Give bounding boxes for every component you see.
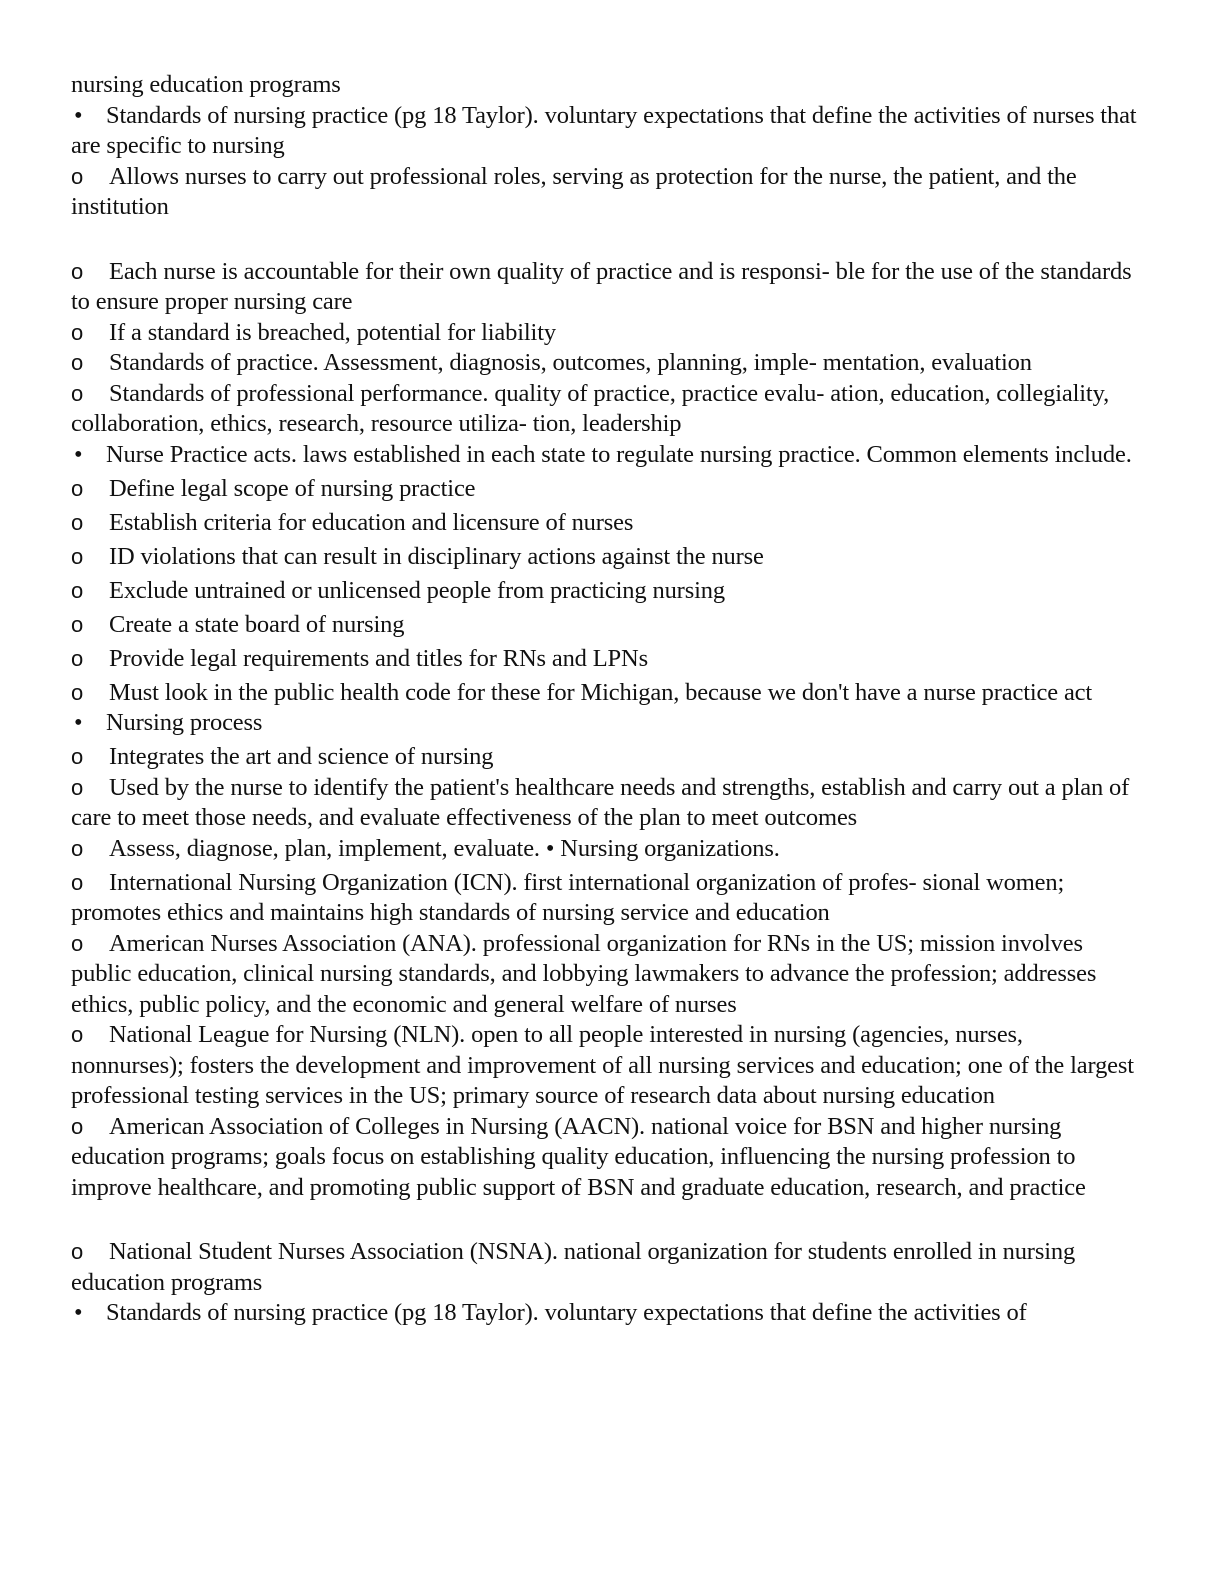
sub-item: [71, 379, 1141, 440]
bullet-marker: •: [74, 101, 83, 129]
sub-item: [71, 542, 1141, 573]
sub-item: [71, 868, 1141, 929]
bullet-marker: •: [74, 1299, 83, 1326]
sub-text: Define legal scope of nursing practice: [109, 474, 476, 502]
sub-marker: o: [71, 543, 84, 569]
sub-marker: o: [71, 350, 84, 375]
sub-marker: o: [71, 1022, 84, 1047]
sub-text: Establish criteria for education and licensure of nurses: [109, 508, 634, 536]
sub-item: [71, 162, 1141, 223]
bullet-marker: •: [74, 440, 83, 468]
sub-marker: o: [71, 475, 84, 501]
sub-text: Assess, diagnose, plan, implement, evaluate. • Nursing organizations.: [109, 834, 780, 862]
sub-item: [71, 1020, 1141, 1112]
bullet-item: [71, 708, 1141, 739]
bullet-text: Standards of nursing practice (pg 18 Taylor). voluntary expectations that define the activities of: [106, 1299, 1027, 1326]
document-page: [71, 70, 1141, 1329]
sub-text: Exclude untrained or unlicensed people from practicing nursing: [109, 576, 725, 604]
sub-item: [71, 610, 1141, 641]
sub-item: [71, 742, 1141, 773]
sub-item: [71, 474, 1141, 505]
sub-marker: o: [71, 645, 84, 671]
sub-item: [71, 1237, 1141, 1298]
bullet-text: Nurse Practice acts. laws established in each state to regulate nursing practice. Common elements include.: [106, 440, 1132, 468]
sub-text: Create a state board of nursing: [109, 610, 405, 638]
sub-marker: o: [71, 163, 84, 189]
sub-text: American Nurses Association (ANA). professional organization for RNs in the US; mission involves public education, clinical nursing standards, and lobbying lawmakers to advance the profession; addresses ethics, public policy, and the economic and general welfare of nurses: [71, 929, 1097, 1018]
bullet-marker: •: [74, 709, 83, 736]
sub-text: If a standard is breached, potential for liability: [109, 318, 556, 346]
sub-marker: o: [71, 744, 84, 769]
sub-text: ID violations that can result in disciplinary actions against the nurse: [109, 542, 764, 570]
sub-marker: o: [71, 679, 84, 705]
sub-item: [71, 834, 1141, 865]
bullet-item: [71, 101, 1141, 162]
sub-text: Standards of practice. Assessment, diagnosis, outcomes, planning, imple- mentation, evaluation: [109, 349, 1032, 376]
sub-text: Must look in the public health code for these for Michigan, because we don't have a nurse practice act: [109, 678, 1093, 706]
sub-text: Used by the nurse to identify the patient's healthcare needs and strengths, establish and carry out a plan of care to meet those needs, and evaluate effectiveness of the plan to meet outcomes: [71, 773, 1130, 831]
sub-marker: o: [71, 258, 84, 284]
sub-text: Integrates the art and science of nursing: [109, 743, 494, 770]
bullet-item: [71, 440, 1141, 471]
sub-item: [71, 576, 1141, 607]
sub-text: American Association of Colleges in Nursing (AACN). national voice for BSN and higher nursing education programs; goals focus on establishing quality education, influencing the nursing profession to improve healthcare, and promoting public support of BSN and graduate education, research, and practice: [71, 1112, 1086, 1201]
sub-item: [71, 318, 1141, 349]
sub-text: National Student Nurses Association (NSNA). national organization for students enrolled in nursing education programs: [71, 1238, 1076, 1296]
sub-marker: o: [71, 1113, 84, 1139]
sub-marker: o: [71, 611, 84, 637]
sub-item: [71, 1112, 1141, 1204]
sub-item: [71, 257, 1141, 318]
sub-text: Allows nurses to carry out professional roles, serving as protection for the nurse, the patient, and the institution: [71, 162, 1077, 220]
sub-text: National League for Nursing (NLN). open to all people interested in nursing (agencies, nurses, nonnurses); fosters the development and improvement of all nursing services and education; one of the largest professional testing services in the US; primary source of research data about nursing education: [71, 1021, 1134, 1109]
sub-marker: o: [71, 319, 84, 345]
sub-item: [71, 644, 1141, 675]
sub-marker: o: [71, 1239, 84, 1264]
sub-marker: o: [71, 577, 84, 603]
sub-text: Standards of professional performance. quality of practice, practice evalu- ation, education, collegiality, collaboration, ethics, research, resource utiliza- tion, leadership: [71, 379, 1110, 437]
sub-marker: o: [71, 380, 84, 406]
sub-item: [71, 773, 1141, 834]
bullet-text: Nursing process: [106, 709, 263, 736]
bullet-item: [71, 1298, 1141, 1329]
line-text: nursing education programs: [71, 71, 341, 98]
sub-item: [71, 678, 1141, 709]
text-line: [71, 70, 1141, 101]
sub-text: Each nurse is accountable for their own quality of practice and is responsi- ble for the use of the standards to ensure proper nursing care: [71, 257, 1132, 315]
sub-item: [71, 508, 1141, 539]
sub-marker: o: [71, 509, 84, 535]
sub-text: Provide legal requirements and titles for RNs and LPNs: [109, 644, 648, 672]
sub-marker: o: [71, 835, 84, 861]
sub-marker: o: [71, 869, 84, 895]
sub-item: [71, 929, 1141, 1021]
sub-text: International Nursing Organization (ICN). first international organization of profes- sional women; promotes ethics and maintains high standards of nursing service and education: [71, 868, 1065, 926]
sub-marker: o: [71, 774, 84, 800]
bullet-text: Standards of nursing practice (pg 18 Taylor). voluntary expectations that define the activities of nurses that are specific to nursing: [71, 101, 1137, 159]
sub-item: [71, 348, 1141, 379]
sub-marker: o: [71, 930, 84, 956]
